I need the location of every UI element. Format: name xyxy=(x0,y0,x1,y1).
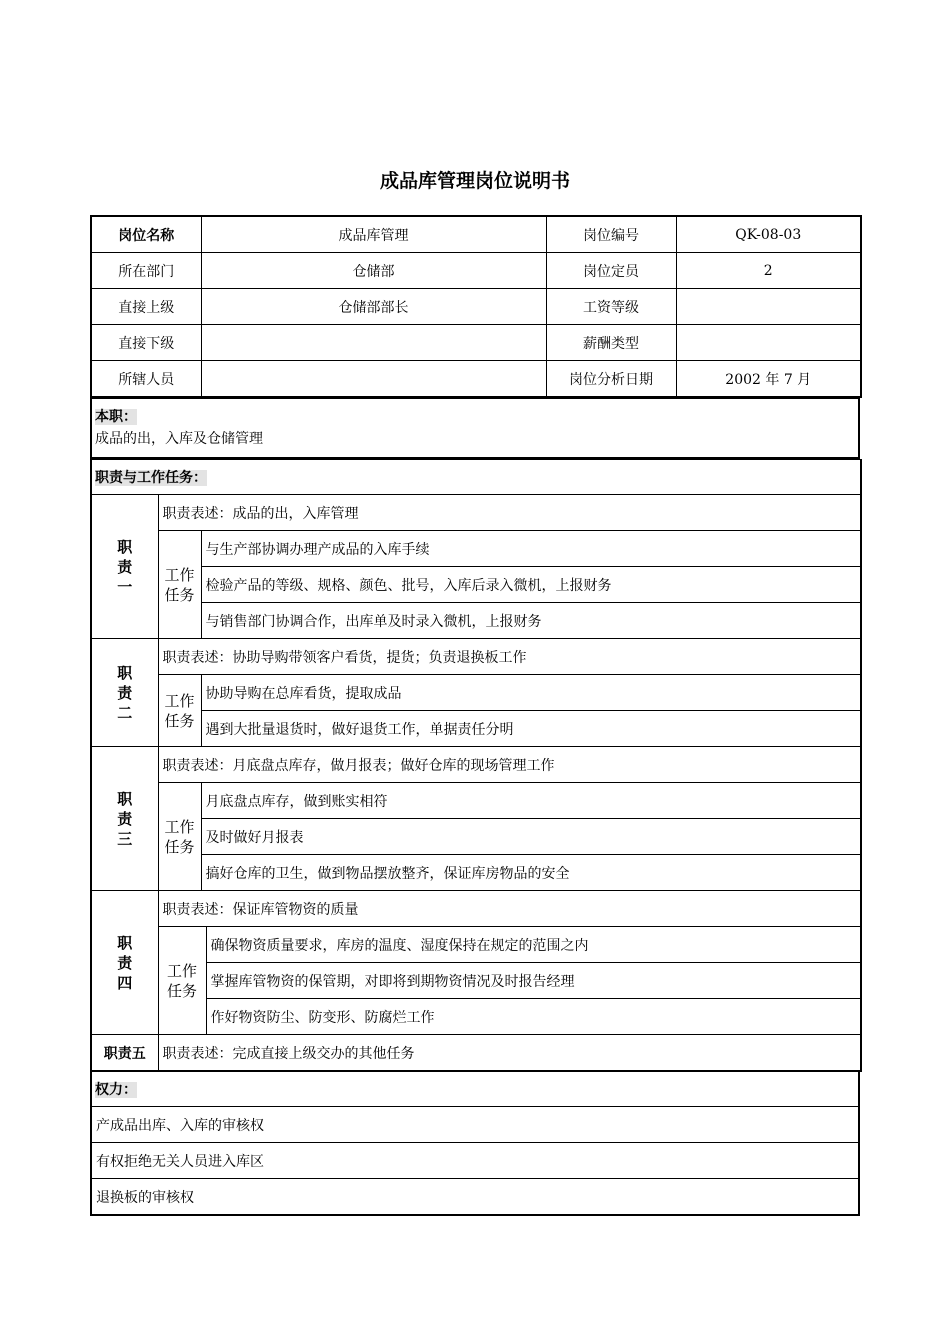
info-row xyxy=(91,361,861,398)
duty-statement: 职责表述：保证库管物资的质量 xyxy=(158,891,861,927)
duty-statement: 职责表述：完成直接上级交办的其他任务 xyxy=(158,1035,861,1071)
task-item: 协助导购在总库看货，提取成品 xyxy=(201,675,861,711)
task-item: 掌握库管物资的保管期，对即将到期物资情况及时报告经理 xyxy=(206,963,861,999)
duty-statement: 职责表述：月底盘点库存，做月报表；做好仓库的现场管理工作 xyxy=(158,747,861,783)
info-label: 岗位名称 xyxy=(91,216,201,253)
info-value: 仓储部部长 xyxy=(201,289,546,325)
info-label: 岗位编号 xyxy=(546,216,676,253)
duty-4-label: 职 责 四 xyxy=(91,891,158,1035)
info-value xyxy=(676,289,861,325)
duty-5-label: 职责五 xyxy=(91,1035,158,1071)
duty-statement-row xyxy=(91,891,861,927)
authority-table xyxy=(90,1072,860,1216)
info-value: 仓储部 xyxy=(201,253,546,289)
authority-item: 产成品出库、入库的审核权 xyxy=(91,1107,859,1143)
authority-item: 有权拒绝无关人员进入库区 xyxy=(91,1143,859,1179)
info-label: 岗位分析日期 xyxy=(546,361,676,398)
duty-2-label: 职 责 二 xyxy=(91,639,158,747)
info-row xyxy=(91,216,861,253)
task-item: 与生产部协调办理产成品的入库手续 xyxy=(201,531,861,567)
duties-section-label: 职责与工作任务： xyxy=(95,470,207,486)
info-value xyxy=(676,325,861,361)
job-description-form xyxy=(90,215,860,1216)
info-label: 直接上级 xyxy=(91,289,201,325)
page-title: 成品库管理岗位说明书 xyxy=(379,170,570,192)
main-duty-label: 本职： xyxy=(95,409,137,425)
info-label: 所辖人员 xyxy=(91,361,201,398)
task-item: 与销售部门协调合作，出库单及时录入微机，上报财务 xyxy=(201,603,861,639)
task-item: 检验产品的等级、规格、颜色、批号，入库后录入微机，上报财务 xyxy=(201,567,861,603)
info-value: 2 xyxy=(676,253,861,289)
info-label: 岗位定员 xyxy=(546,253,676,289)
info-label: 所在部门 xyxy=(91,253,201,289)
info-value: QK-08-03 xyxy=(676,216,861,253)
info-label: 直接下级 xyxy=(91,325,201,361)
info-value: 成品库管理 xyxy=(201,216,546,253)
basic-info-table xyxy=(90,215,862,398)
duty-statement-row xyxy=(91,495,861,531)
task-label: 工作 任务 xyxy=(158,675,201,747)
duty-statement-row xyxy=(91,747,861,783)
duty-1-label: 职 责 一 xyxy=(91,495,158,639)
duty-statement: 职责表述：协助导购带领客户看货，提货；负责退换板工作 xyxy=(158,639,861,675)
task-item: 及时做好月报表 xyxy=(201,819,861,855)
info-row xyxy=(91,253,861,289)
duty-statement: 职责表述：成品的出，入库管理 xyxy=(158,495,861,531)
task-item: 作好物资防尘、防变形、防腐烂工作 xyxy=(206,999,861,1035)
authority-label: 权力： xyxy=(95,1082,137,1098)
duty-5-table xyxy=(90,1035,862,1072)
info-label: 工资等级 xyxy=(546,289,676,325)
duties-table xyxy=(90,459,862,891)
duty-4-table xyxy=(90,891,862,1035)
task-item: 月底盘点库存，做到账实相符 xyxy=(201,783,861,819)
task-label: 工作 任务 xyxy=(158,531,201,639)
task-label: 工作 任务 xyxy=(158,783,201,891)
task-label: 工作 任务 xyxy=(158,927,206,1035)
info-value: 2002 年 7 月 xyxy=(676,361,861,398)
duty-statement-row xyxy=(91,639,861,675)
task-item: 遇到大批量退货时，做好退货工作，单据责任分明 xyxy=(201,711,861,747)
main-duty-text: 成品的出，入库及仓储管理 xyxy=(95,431,263,447)
authority-item: 退换板的审核权 xyxy=(91,1179,859,1216)
info-row xyxy=(91,325,861,361)
task-item: 搞好仓库的卫生，做到物品摆放整齐，保证库房物品的安全 xyxy=(201,855,861,891)
main-duty-section xyxy=(90,398,860,459)
task-item: 确保物资质量要求，库房的温度、湿度保持在规定的范围之内 xyxy=(206,927,861,963)
duty-3-label: 职 责 三 xyxy=(91,747,158,891)
info-value xyxy=(201,325,546,361)
info-row xyxy=(91,289,861,325)
info-value xyxy=(201,361,546,398)
info-label: 薪酬类型 xyxy=(546,325,676,361)
